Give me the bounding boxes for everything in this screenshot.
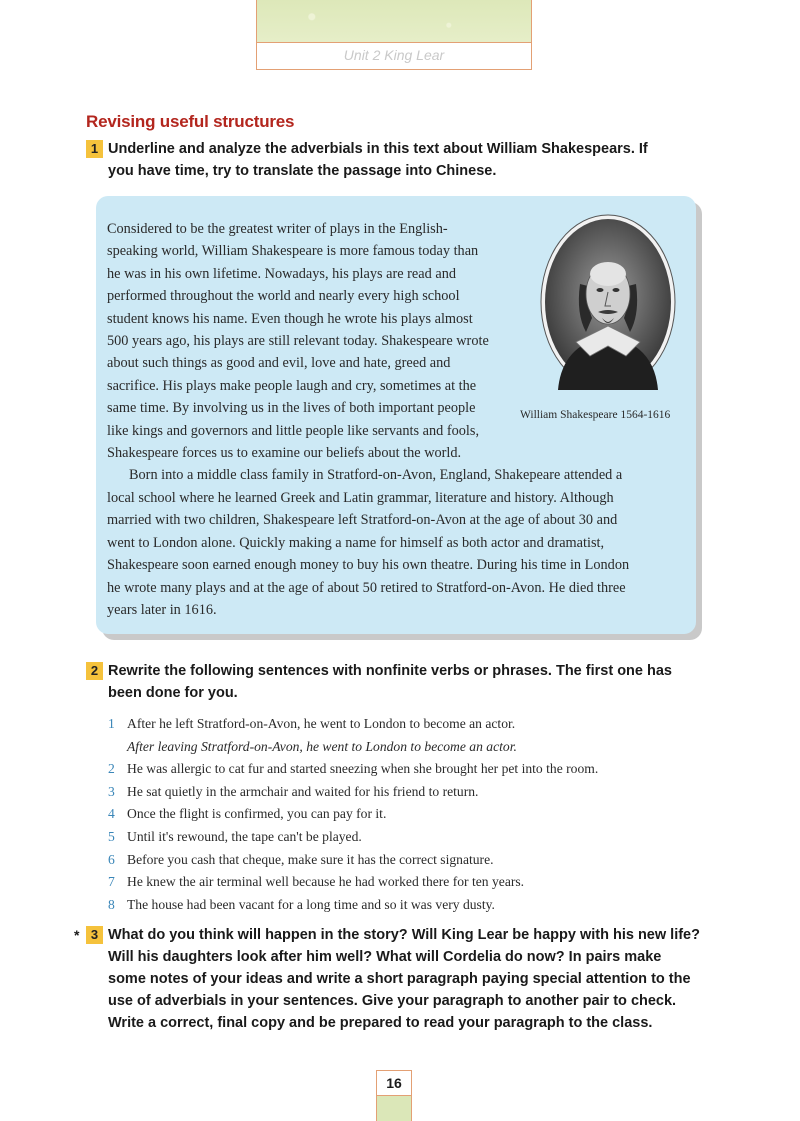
passage-line: like kings and governors and little people like servants and fools,: [107, 422, 480, 439]
section-title: Revising useful structures: [86, 112, 295, 131]
item-number: 6: [108, 851, 115, 867]
item-text: Until it's rewound, the tape can't be played.: [127, 828, 362, 844]
passage-line: speaking world, William Shakespeare is more famous today than: [107, 243, 479, 260]
instruction-line: been done for you.: [108, 685, 238, 701]
item-number: 5: [108, 828, 115, 844]
instruction-line: some notes of your ideas and write a short paragraph paying special attention to the: [108, 971, 691, 987]
shakespeare-portrait: [540, 214, 676, 390]
passage-line: Born into a middle class family in Stratford-on-Avon, England, Shakepeare attended a: [129, 467, 623, 484]
item-number: 8: [108, 896, 115, 912]
task-3: [74, 924, 700, 1034]
task-number-badge: 2: [86, 662, 103, 680]
item-text: After leaving Stratford-on-Avon, he went to London to become an actor.: [127, 738, 517, 754]
item-text: He knew the air terminal well because he had worked there for ten years.: [127, 874, 525, 890]
item-text: Before you cash that cheque, make sure it has the correct signature.: [127, 851, 494, 867]
item-number: 2: [108, 761, 115, 777]
item-text: After he left Stratford-on-Avon, he went to London to become an actor.: [127, 716, 516, 731]
portrait-caption: William Shakespeare 1564-1616: [520, 409, 671, 421]
instruction-line: use of adverbials in your sentences. Give your paragraph to another pair to check.: [108, 993, 677, 1009]
item-text: The house had been vacant for a long time and so it was very dusty.: [127, 896, 495, 912]
paragraph-2: [107, 464, 629, 621]
passage-line: married with two children, Shakespeare left Stratford-on-Avon at the age of about 30 and: [107, 512, 618, 529]
task-number-badge: 3: [86, 926, 103, 944]
optional-marker: *: [74, 927, 80, 943]
instruction-line: Underline and analyze the adverbials in this text about William Shakespears. If: [108, 141, 648, 157]
passage-line: went to London alone. Quickly making a name for himself as both actor and dramatist,: [107, 534, 605, 551]
passage-line: Shakespeare forces us to examine our beliefs about the world.: [107, 445, 462, 462]
header-texture: [257, 0, 531, 43]
passage-line: Considered to be the greatest writer of plays in the English-: [107, 221, 448, 237]
task-2-instruction: [108, 660, 672, 704]
instruction-line: Rewrite the following sentences with nonfinite verbs or phrases. The first one has: [108, 663, 672, 679]
unit-header-tab: [256, 0, 532, 70]
passage-line: he wrote many plays and at the age of about 50 retired to Stratford-on-Avon. He died three: [107, 579, 626, 596]
instruction-line: you have time, try to translate the passage into Chinese.: [108, 163, 497, 179]
task-1-instruction: [108, 138, 648, 182]
passage-line: student knows his name. Even though he wrote his plays almost: [107, 310, 473, 327]
task-2: [86, 660, 672, 704]
passage-line: performed throughout the world and nearly every high school: [107, 288, 460, 305]
page-number: 16: [377, 1071, 411, 1096]
task-3-instruction: [108, 924, 700, 1034]
item-text: He was allergic to cat fur and started sneezing when she brought her pet into the room.: [127, 761, 599, 777]
passage-line: sacrifice. His plays make people laugh and cry, sometimes at the: [107, 377, 477, 394]
task-1: [86, 138, 648, 182]
passage-line: same time. By involving us in the lives of both important people: [107, 400, 476, 417]
passage-line: about such things as good and evil, love and hate, greed and: [107, 355, 451, 372]
item-number: 4: [108, 806, 115, 822]
page-number-tab: [376, 1070, 412, 1121]
passage-line: Shakespeare soon earned enough money to buy his own theatre. During his time in London: [107, 557, 630, 574]
passage-line: years later in 1616.: [107, 601, 217, 618]
item-number: 3: [108, 783, 115, 799]
unit-label: Unit 2 King Lear: [343, 47, 445, 63]
instruction-line: Write a correct, final copy and be prepared to read your paragraph to the class.: [108, 1015, 653, 1031]
item-number: 7: [108, 874, 115, 890]
instruction-line: Will his daughters look after him well? What will Cordelia do now? In pairs make: [108, 949, 662, 965]
instruction-line: What do you think will happen in the story? Will King Lear be happy with his new life?: [108, 927, 700, 943]
task-number-badge: 1: [86, 140, 103, 158]
item-text: He sat quietly in the armchair and waited for his friend to return.: [127, 783, 479, 799]
passage-line: he was in his own lifetime. Nowadays, his plays are read and: [107, 265, 456, 282]
item-number: 1: [108, 716, 115, 731]
passage-line: local school where he learned Greek and Latin grammar, literature and history. Although: [107, 489, 614, 506]
passage-line: 500 years ago, his plays are still relevant today. Shakespeare wrote: [107, 333, 489, 350]
item-text: Once the flight is confirmed, you can pay for it.: [127, 806, 387, 822]
